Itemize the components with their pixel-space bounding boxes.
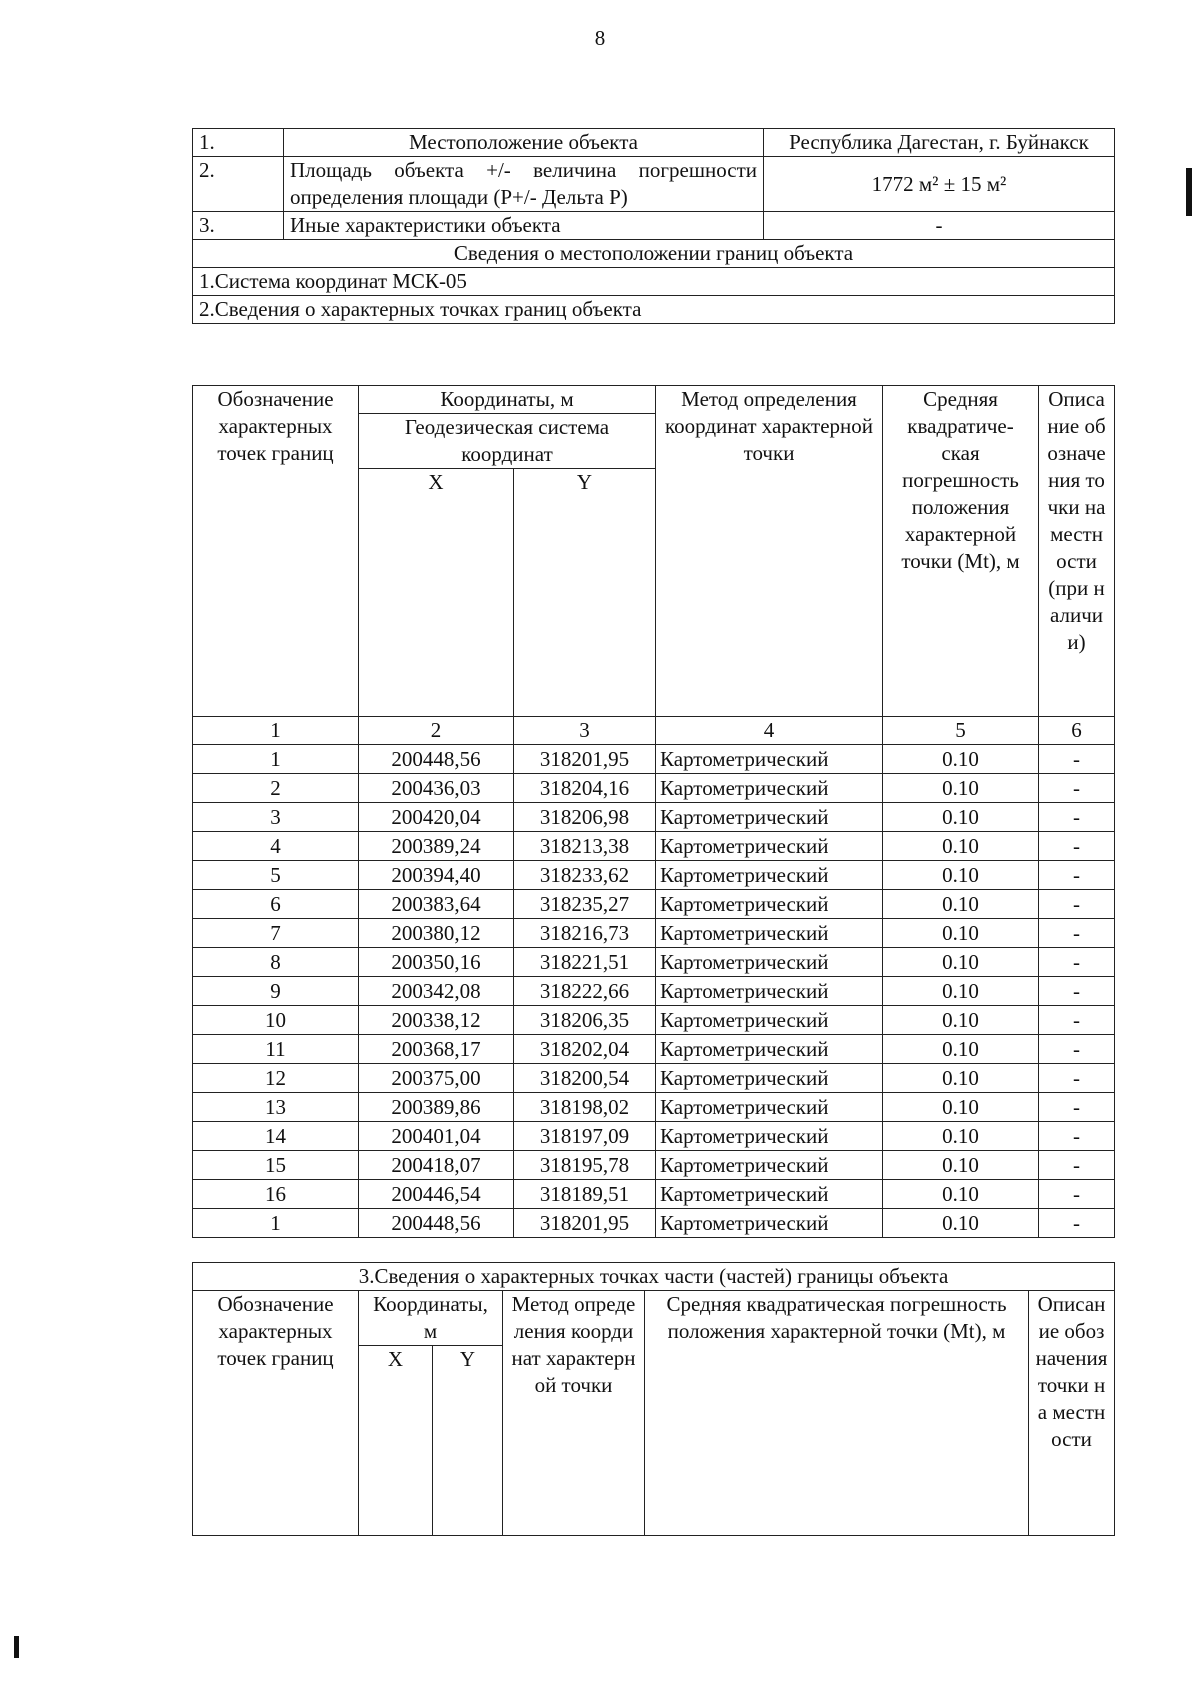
description-value: - bbox=[1039, 1093, 1115, 1122]
y-coordinate: 318206,35 bbox=[514, 1006, 656, 1035]
point-number: 6 bbox=[193, 890, 359, 919]
table-row bbox=[193, 1006, 1115, 1035]
y-coordinate: 318201,95 bbox=[514, 1209, 656, 1238]
y-coordinate: 318202,04 bbox=[514, 1035, 656, 1064]
point-number: 13 bbox=[193, 1093, 359, 1122]
method-cell: Картометрический bbox=[656, 948, 883, 977]
parts-section-title: 3.Сведения о характерных точках части (частей) границы объекта bbox=[193, 1263, 1115, 1291]
point-number: 16 bbox=[193, 1180, 359, 1209]
table-row bbox=[193, 1180, 1115, 1209]
table-row bbox=[193, 832, 1115, 861]
method-cell: Картометрический bbox=[656, 890, 883, 919]
accuracy-value: 0.10 bbox=[883, 832, 1039, 861]
parts-header-x: X bbox=[359, 1346, 433, 1536]
object-info-table bbox=[192, 128, 1115, 324]
y-coordinate: 318206,98 bbox=[514, 803, 656, 832]
method-cell: Картометрический bbox=[656, 977, 883, 1006]
column-number: 1 bbox=[193, 717, 359, 745]
header-coordinates: Координаты, м bbox=[359, 386, 656, 414]
description-value: - bbox=[1039, 1209, 1115, 1238]
table-row bbox=[193, 1209, 1115, 1238]
column-number: 2 bbox=[359, 717, 514, 745]
accuracy-value: 0.10 bbox=[883, 1093, 1039, 1122]
description-value: - bbox=[1039, 832, 1115, 861]
x-coordinate: 200342,08 bbox=[359, 977, 514, 1006]
point-number: 4 bbox=[193, 832, 359, 861]
description-value: - bbox=[1039, 1122, 1115, 1151]
x-coordinate: 200446,54 bbox=[359, 1180, 514, 1209]
header-y: Y bbox=[514, 469, 656, 717]
description-value: - bbox=[1039, 1180, 1115, 1209]
point-number: 15 bbox=[193, 1151, 359, 1180]
area-label: Площадь объекта +/- величина погрешности определения площади (Р+/- Дельта Р) bbox=[284, 157, 764, 212]
point-number: 8 bbox=[193, 948, 359, 977]
y-coordinate: 318195,78 bbox=[514, 1151, 656, 1180]
description-value: - bbox=[1039, 890, 1115, 919]
header-designation: Обозначение характерных точек границ bbox=[193, 386, 359, 717]
point-number: 14 bbox=[193, 1122, 359, 1151]
y-coordinate: 318213,38 bbox=[514, 832, 656, 861]
accuracy-value: 0.10 bbox=[883, 977, 1039, 1006]
y-coordinate: 318221,51 bbox=[514, 948, 656, 977]
accuracy-value: 0.10 bbox=[883, 1209, 1039, 1238]
x-coordinate: 200448,56 bbox=[359, 1209, 514, 1238]
y-coordinate: 318197,09 bbox=[514, 1122, 656, 1151]
part-boundary-points-table bbox=[192, 1262, 1115, 1536]
description-value: - bbox=[1039, 745, 1115, 774]
x-coordinate: 200389,24 bbox=[359, 832, 514, 861]
table-row bbox=[193, 948, 1115, 977]
description-value: - bbox=[1039, 1035, 1115, 1064]
accuracy-value: 0.10 bbox=[883, 1180, 1039, 1209]
column-number: 3 bbox=[514, 717, 656, 745]
point-number: 1 bbox=[193, 745, 359, 774]
description-value: - bbox=[1039, 803, 1115, 832]
description-value: - bbox=[1039, 919, 1115, 948]
y-coordinate: 318189,51 bbox=[514, 1180, 656, 1209]
header-description: Описание обозначения точки на местности (при наличии) bbox=[1039, 386, 1115, 717]
table-row bbox=[193, 1122, 1115, 1151]
method-cell: Картометрический bbox=[656, 803, 883, 832]
method-cell: Картометрический bbox=[656, 1180, 883, 1209]
info-row-other bbox=[193, 212, 1115, 240]
method-cell: Картометрический bbox=[656, 774, 883, 803]
row-number: 3. bbox=[193, 212, 284, 240]
table-row bbox=[193, 803, 1115, 832]
method-cell: Картометрический bbox=[656, 745, 883, 774]
parts-header-description: Описание обозначения точки на местности bbox=[1029, 1291, 1115, 1536]
column-number: 5 bbox=[883, 717, 1039, 745]
table-row bbox=[193, 745, 1115, 774]
table-row bbox=[193, 1093, 1115, 1122]
table-row bbox=[193, 919, 1115, 948]
table-row bbox=[193, 774, 1115, 803]
accuracy-value: 0.10 bbox=[883, 861, 1039, 890]
other-label: Иные характеристики объекта bbox=[284, 212, 764, 240]
x-coordinate: 200368,17 bbox=[359, 1035, 514, 1064]
method-cell: Картометрический bbox=[656, 832, 883, 861]
accuracy-value: 0.10 bbox=[883, 1006, 1039, 1035]
accuracy-value: 0.10 bbox=[883, 1151, 1039, 1180]
coordinate-system: 1.Система координат МСК-05 bbox=[193, 268, 1115, 296]
y-coordinate: 318200,54 bbox=[514, 1064, 656, 1093]
x-coordinate: 200448,56 bbox=[359, 745, 514, 774]
description-value: - bbox=[1039, 774, 1115, 803]
parts-header-y: Y bbox=[433, 1346, 503, 1536]
x-coordinate: 200383,64 bbox=[359, 890, 514, 919]
parts-header-method: Метод определения координат характерной точки bbox=[503, 1291, 645, 1536]
description-value: - bbox=[1039, 1064, 1115, 1093]
x-coordinate: 200380,12 bbox=[359, 919, 514, 948]
accuracy-value: 0.10 bbox=[883, 1064, 1039, 1093]
page-number: 8 bbox=[594, 26, 606, 50]
location-label: Местоположение объекта bbox=[284, 129, 764, 157]
description-value: - bbox=[1039, 861, 1115, 890]
header-accuracy: Средняя квадратиче-ская погрешность положения характерной точки (Mt), м bbox=[883, 386, 1039, 717]
table-row bbox=[193, 1151, 1115, 1180]
area-value: 1772 м² ± 15 м² bbox=[764, 157, 1115, 212]
info-row-location bbox=[193, 129, 1115, 157]
accuracy-value: 0.10 bbox=[883, 774, 1039, 803]
description-value: - bbox=[1039, 1151, 1115, 1180]
method-cell: Картометрический bbox=[656, 1035, 883, 1064]
y-coordinate: 318235,27 bbox=[514, 890, 656, 919]
boundary-points-table bbox=[192, 385, 1115, 1238]
description-value: - bbox=[1039, 977, 1115, 1006]
x-coordinate: 200436,03 bbox=[359, 774, 514, 803]
column-number: 4 bbox=[656, 717, 883, 745]
y-coordinate: 318222,66 bbox=[514, 977, 656, 1006]
parts-header-designation: Обозначение характерных точек границ bbox=[193, 1291, 359, 1536]
method-cell: Картометрический bbox=[656, 861, 883, 890]
method-cell: Картометрический bbox=[656, 1151, 883, 1180]
header-geodetic: Геодезическая система координат bbox=[359, 414, 656, 469]
scan-artifact-mark bbox=[1186, 168, 1192, 216]
header-x: X bbox=[359, 469, 514, 717]
accuracy-value: 0.10 bbox=[883, 1035, 1039, 1064]
method-cell: Картометрический bbox=[656, 1064, 883, 1093]
points-section-title: 2.Сведения о характерных точках границ объекта bbox=[193, 296, 1115, 324]
scan-artifact-mark bbox=[14, 1636, 19, 1658]
y-coordinate: 318198,02 bbox=[514, 1093, 656, 1122]
method-cell: Картометрический bbox=[656, 1122, 883, 1151]
point-number: 3 bbox=[193, 803, 359, 832]
x-coordinate: 200418,07 bbox=[359, 1151, 514, 1180]
y-coordinate: 318204,16 bbox=[514, 774, 656, 803]
x-coordinate: 200350,16 bbox=[359, 948, 514, 977]
y-coordinate: 318201,95 bbox=[514, 745, 656, 774]
method-cell: Картометрический bbox=[656, 1006, 883, 1035]
point-number: 1 bbox=[193, 1209, 359, 1238]
method-cell: Картометрический bbox=[656, 919, 883, 948]
header-method: Метод определения координат характерной точки bbox=[656, 386, 883, 717]
method-cell: Картометрический bbox=[656, 1093, 883, 1122]
point-number: 5 bbox=[193, 861, 359, 890]
x-coordinate: 200375,00 bbox=[359, 1064, 514, 1093]
accuracy-value: 0.10 bbox=[883, 919, 1039, 948]
other-value: - bbox=[764, 212, 1115, 240]
accuracy-value: 0.10 bbox=[883, 745, 1039, 774]
x-coordinate: 200394,40 bbox=[359, 861, 514, 890]
row-number: 1. bbox=[193, 129, 284, 157]
x-coordinate: 200338,12 bbox=[359, 1006, 514, 1035]
column-number: 6 bbox=[1039, 717, 1115, 745]
table-row bbox=[193, 1064, 1115, 1093]
description-value: - bbox=[1039, 948, 1115, 977]
table-row bbox=[193, 890, 1115, 919]
point-number: 11 bbox=[193, 1035, 359, 1064]
point-number: 12 bbox=[193, 1064, 359, 1093]
method-cell: Картометрический bbox=[656, 1209, 883, 1238]
x-coordinate: 200401,04 bbox=[359, 1122, 514, 1151]
location-value: Республика Дагестан, г. Буйнакск bbox=[764, 129, 1115, 157]
section-title: Сведения о местоположении границ объекта bbox=[193, 240, 1115, 268]
y-coordinate: 318233,62 bbox=[514, 861, 656, 890]
info-row-area bbox=[193, 157, 1115, 212]
point-number: 2 bbox=[193, 774, 359, 803]
table-row bbox=[193, 861, 1115, 890]
parts-header-accuracy: Средняя квадратическая погрешность положения характерной точки (Mt), м bbox=[645, 1291, 1029, 1536]
point-number: 7 bbox=[193, 919, 359, 948]
table-row bbox=[193, 977, 1115, 1006]
x-coordinate: 200389,86 bbox=[359, 1093, 514, 1122]
table-row bbox=[193, 1035, 1115, 1064]
accuracy-value: 0.10 bbox=[883, 1122, 1039, 1151]
x-coordinate: 200420,04 bbox=[359, 803, 514, 832]
accuracy-value: 0.10 bbox=[883, 803, 1039, 832]
parts-header-coordinates: Координаты, м bbox=[359, 1291, 503, 1346]
y-coordinate: 318216,73 bbox=[514, 919, 656, 948]
point-number: 9 bbox=[193, 977, 359, 1006]
point-number: 10 bbox=[193, 1006, 359, 1035]
accuracy-value: 0.10 bbox=[883, 890, 1039, 919]
row-number: 2. bbox=[193, 157, 284, 212]
description-value: - bbox=[1039, 1006, 1115, 1035]
accuracy-value: 0.10 bbox=[883, 948, 1039, 977]
